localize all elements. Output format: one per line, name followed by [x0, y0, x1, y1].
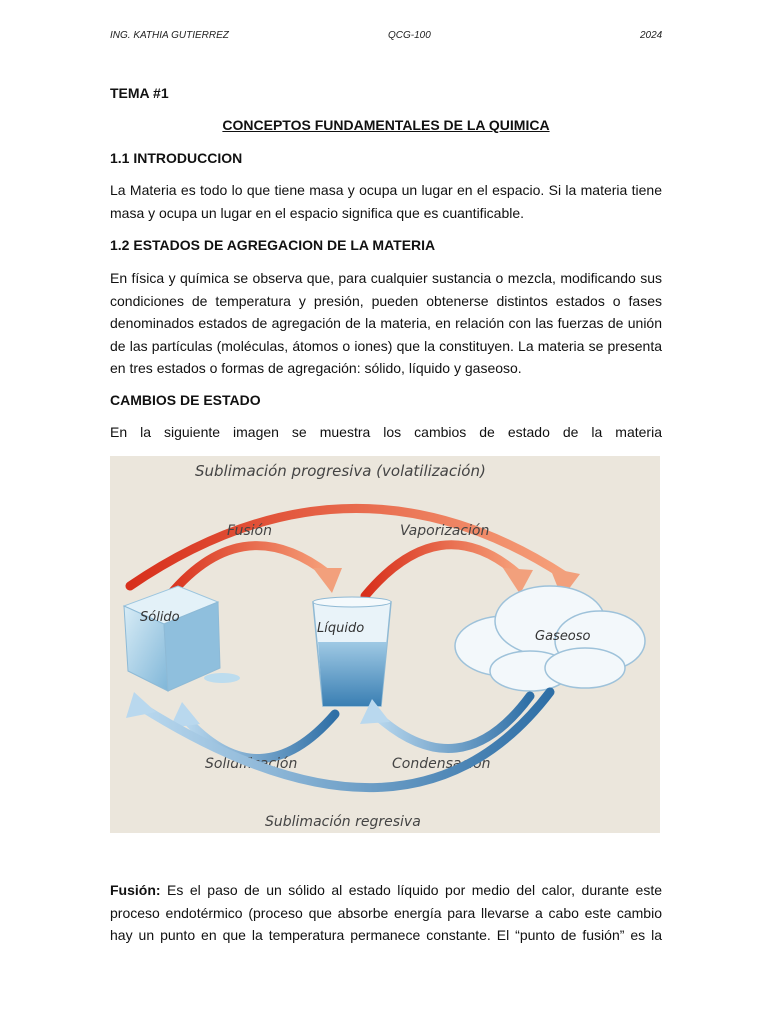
intro-line-1: La Materia es todo lo que tiene masa y ocupa un lugar en el espacio. Si la materia tiene [110, 182, 662, 198]
intro-heading: 1.1 INTRODUCCION [110, 150, 243, 166]
label-fusion: Fusión [227, 523, 272, 539]
estados-line-5: en tres estados o formas de agregación: sólido, líquido y gaseoso. [110, 360, 522, 376]
estados-heading: 1.2 ESTADOS DE AGREGACION DE LA MATERIA [110, 237, 436, 253]
estados-line-1: En física y química se observa que, para cualquier sustancia o mezcla, modificando sus [110, 270, 662, 286]
fusion-term: Fusión: [110, 882, 161, 898]
header-course: QCG-100 [388, 30, 431, 41]
estados-line-3: denominados estados de agregación de la materia, en relación con las fuerzas de unión [110, 315, 662, 331]
label-condensacion: Condensación [392, 756, 491, 772]
cambios-line: En la siguiente imagen se muestra los cambios de estado de la materia [110, 424, 662, 440]
document-title: CONCEPTOS FUNDAMENTALES DE LA QUIMICA [222, 117, 550, 133]
state-changes-diagram [110, 456, 660, 833]
cambios-heading: CAMBIOS DE ESTADO [110, 392, 261, 408]
header-author: ING. KATHIA GUTIERREZ [110, 30, 229, 41]
fusion-line-2: proceso endotérmico (proceso que absorbe energía para llevarse a cabo este cambio [110, 904, 662, 921]
intro-line-2: masa y ocupa un lugar en el espacio significa que es cuantificable. [110, 205, 525, 221]
label-sublimacion-regresiva: Sublimación regresiva [265, 814, 421, 830]
tema-label: TEMA #1 [110, 85, 169, 101]
label-liquido: Líquido [317, 621, 365, 636]
water-glass [313, 597, 391, 706]
fusion-line-1 [110, 879, 662, 902]
fusion-line-3: hay un punto en que la temperatura permanece constante. El “punto de fusión” es la [110, 927, 662, 943]
label-solido: Sólido [140, 610, 180, 625]
label-vaporizacion: Vaporización [400, 523, 490, 539]
estados-line-2: condiciones de temperatura y presión, pueden obtenerse distintos estados o fases [110, 292, 662, 309]
label-sublimacion-progresiva: Sublimación progresiva (volatilización) [195, 462, 486, 480]
estados-line-4: de las partículas (moléculas, átomos o iones) que la constituyen. La materia se presenta [110, 337, 662, 354]
fusion-line-1-text: Es el paso de un sólido al estado líquido por medio del calor, durante este [167, 882, 662, 898]
header-year: 2024 [640, 30, 663, 41]
label-solidificacion: Solidificación [205, 756, 298, 772]
label-gaseoso: Gaseoso [535, 629, 591, 644]
